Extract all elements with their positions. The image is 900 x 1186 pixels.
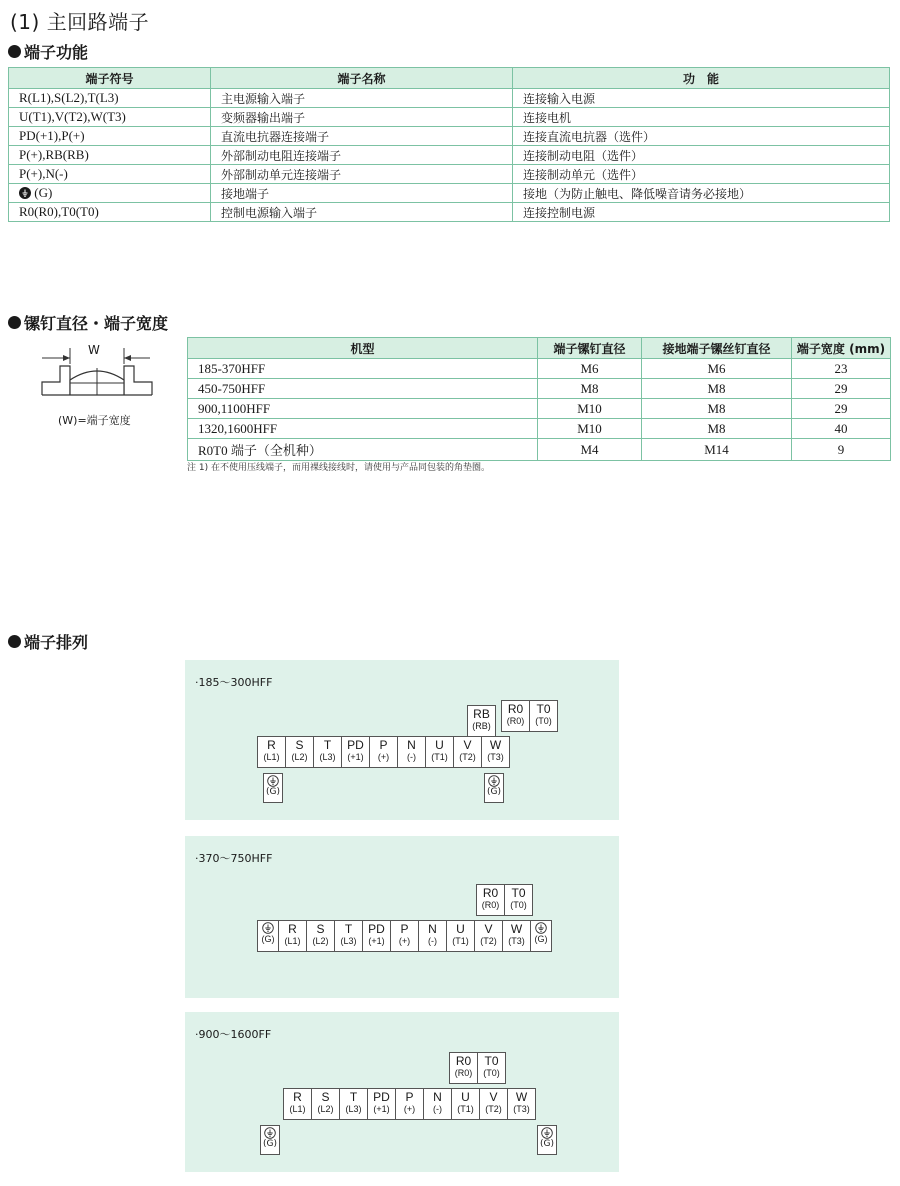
ground-icon [488,775,500,787]
name-cell: 主电源输入端子 [211,89,513,108]
ground-icon [535,922,547,934]
terminal-v: V (T2) [480,1089,508,1119]
table-row [188,419,891,439]
symbol-cell [9,184,211,203]
ground-terminal-left: (G) [260,1125,280,1155]
bullet-icon [8,635,21,648]
symbol-cell: R0(R0),T0(T0) [9,203,211,222]
width-cell: 40 [792,419,891,439]
terminal-rb: RB (RB) [472,707,491,731]
model-cell: 450-750HFF [188,379,538,399]
model-cell: 1320,1600HFF [188,419,538,439]
terminal-u: U (T1) [447,921,475,951]
column-header: 功 能 [513,68,890,89]
terminal-block-rb [467,705,496,737]
table-row [9,89,890,108]
function-cell: 连接输入电源 [513,89,890,108]
footnote: 注 1) 在不使用压线端子，而用裸线接线时，请使用与产品同包装的角垫圈。 [187,463,490,473]
terminal-block-main [257,736,510,768]
terminal-n: N (-) [398,737,426,767]
terminal-s: S (L2) [312,1089,340,1119]
table-row [188,359,891,379]
function-cell: 连接制动电阻（选件） [513,146,890,165]
column-header: 端子名称 [211,68,513,89]
terminal-r0: R0 (R0) [450,1053,478,1083]
terminal-t: T (L3) [314,737,342,767]
ground-icon [541,1127,553,1139]
function-cell: 连接电机 [513,108,890,127]
terminal-w: W (T3) [513,1090,530,1114]
model-cell: R0T0 端子（全机种） [188,439,538,461]
terminal-s: S (L2) [307,921,335,951]
arrangement-panel-185-300 [185,660,619,820]
symbol-cell: PD(+1),P(+) [9,127,211,146]
screw-cell: M4 [538,439,642,461]
terminal-p: P (+) [370,737,398,767]
bullet-icon [8,316,21,329]
terminal-u: U (T1) [452,1089,480,1119]
terminal-s: S (L2) [286,737,314,767]
screw-cell: M10 [538,399,642,419]
ground-terminal-right: (G) [537,1125,557,1155]
terminal-block-main [283,1088,536,1120]
ground-terminal-left: (G) [258,921,279,951]
terminal-r: R (L1) [284,1089,312,1119]
terminal-t0: T0 (T0) [483,1054,500,1078]
function-cell: 连接控制电源 [513,203,890,222]
terminal-t: T (L3) [335,921,363,951]
terminal-r: R (L1) [279,921,307,951]
screw-cell: M8 [538,379,642,399]
table-row [9,203,890,222]
ground-screw-cell: M8 [642,379,792,399]
terminal-t0: T0 (T0) [535,702,552,726]
table-row [188,379,891,399]
symbol-text: (G) [34,185,53,200]
terminal-block-control [449,1052,506,1084]
name-cell: 直流电抗器连接端子 [211,127,513,146]
arrangement-panel-900-1600 [185,1012,619,1172]
terminal-function-table [8,67,890,222]
terminal-v: V (T2) [475,921,503,951]
section-heading-text: 镙钉直径・端子宽度 [24,314,169,333]
section-heading-screws [8,311,168,334]
width-cell: 29 [792,379,891,399]
terminal-t0: T0 (T0) [510,886,527,910]
section-heading-arrangement [8,630,88,653]
name-cell: 接地端子 [211,184,513,203]
screw-cell: M10 [538,419,642,439]
terminal-w: W (T3) [487,738,504,762]
column-header: 机型 [188,338,538,359]
ground-terminal-right: (G) [531,921,551,951]
ground-screw-cell: M14 [642,439,792,461]
model-cell: 185-370HFF [188,359,538,379]
table-row [188,439,891,461]
ground-icon [262,922,274,934]
terminal-v: V (T2) [454,737,482,767]
symbol-cell: P(+),RB(RB) [9,146,211,165]
width-cell: 29 [792,399,891,419]
panel-title: ·185～300HFF [195,676,273,689]
name-cell: 外部制动单元连接端子 [211,165,513,184]
name-cell: 变频器输出端子 [211,108,513,127]
name-cell: 控制电源输入端子 [211,203,513,222]
width-cell: 23 [792,359,891,379]
terminal-w: W (T3) [503,921,531,951]
table-row [9,127,890,146]
symbol-cell: U(T1),V(T2),W(T3) [9,108,211,127]
ground-icon [264,1127,276,1139]
function-cell: 连接制动单元（选件） [513,165,890,184]
ground-terminal-right: (G) [484,773,504,803]
section-heading-text: 端子功能 [24,43,89,62]
width-label: W [88,343,100,357]
table-row [9,165,890,184]
symbol-cell: P(+),N(-) [9,165,211,184]
bullet-icon [8,45,21,58]
panel-title: ·900～1600FF [195,1028,272,1041]
ground-terminal-left: (G) [263,773,283,803]
screw-cell: M6 [538,359,642,379]
function-cell: 连接直流电抗器（选件） [513,127,890,146]
terminal-row-with-ground [257,920,552,952]
ground-icon [267,775,279,787]
terminal-r: R (L1) [258,737,286,767]
name-cell: 外部制动电阻连接端子 [211,146,513,165]
arrangement-panel-370-750 [185,836,619,998]
ground-screw-cell: M6 [642,359,792,379]
panel-title: ·370～750HFF [195,852,273,865]
table-row [9,108,890,127]
terminal-t: T (L3) [340,1089,368,1119]
table-row [188,399,891,419]
model-cell: 900,1100HFF [188,399,538,419]
screw-width-table [187,337,891,461]
terminal-block-control [476,884,533,916]
terminal-r0: R0 (R0) [502,701,530,731]
table-row [9,146,890,165]
column-header: 端子宽度 (mm) [792,338,891,359]
terminal-n: N (-) [419,921,447,951]
column-header: 接地端子镙丝钉直径 [642,338,792,359]
terminal-p: P (+) [396,1089,424,1119]
symbol-cell: R(L1),S(L2),T(L3) [9,89,211,108]
section-heading-functions [8,40,88,63]
ground-filled-icon [19,187,31,199]
terminal-pd: PD (+1) [368,1089,396,1119]
terminal-block-control [501,700,558,732]
terminal-n: N (-) [424,1089,452,1119]
ground-screw-cell: M8 [642,419,792,439]
table-row [9,184,890,203]
ground-screw-cell: M8 [642,399,792,419]
width-cell: 9 [792,439,891,461]
column-header: 端子符号 [9,68,211,89]
terminal-p: P (+) [391,921,419,951]
page-title: (1) 主回路端子 [10,10,150,34]
function-cell: 接地（为防止触电、降低噪音请务必接地） [513,184,890,203]
terminal-pd: PD (+1) [342,737,370,767]
terminal-pd: PD (+1) [363,921,391,951]
diagram-caption: (W)=端子宽度 [58,414,131,427]
column-header: 端子镙钉直径 [538,338,642,359]
section-heading-text: 端子排列 [24,633,89,652]
terminal-u: U (T1) [426,737,454,767]
terminal-r0: R0 (R0) [477,885,505,915]
